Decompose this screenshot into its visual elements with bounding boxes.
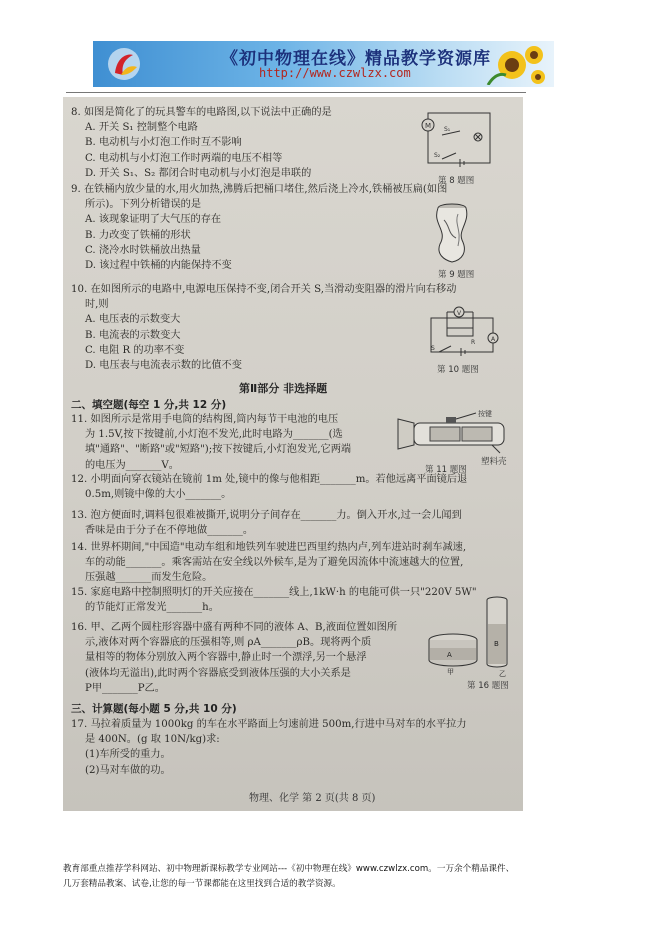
question-17 — [71, 717, 467, 778]
q16-containers-diagram — [425, 594, 515, 678]
question-10 — [71, 282, 456, 373]
q9-option-d: D. 该过程中铁桶的内能保持不变 — [85, 260, 232, 272]
site-footer — [63, 862, 623, 892]
q16-line-5: P甲_______P乙。 — [85, 682, 165, 694]
question-12 — [71, 472, 467, 502]
exam-page-photo — [63, 97, 523, 811]
q11-flashlight-diagram — [396, 409, 510, 457]
q10-stem-line-2: 时,则 — [85, 299, 109, 311]
q8-s1-label: S₁ — [444, 126, 451, 133]
sunflower-icon — [468, 45, 548, 85]
section3-heading: 三、计算题(每小题 5 分,共 10 分) — [71, 703, 237, 715]
q10-option-b: B. 电流表的示数变大 — [85, 329, 181, 341]
q10-switch-label: S — [431, 345, 435, 352]
q16-line-3: 量相等的物体分别放入两个容器中,静止时一个漂浮,另一个悬浮 — [85, 652, 367, 664]
q15-line-1: 15. 家庭电路中控制照明灯的开关应接在_______线上,1kW·h 的电能可供一只"220V 5W" — [71, 587, 477, 598]
q16-line-4: (液体均无溢出),此时两个容器底受到液体压强的大小关系是 — [85, 667, 351, 679]
q17-line-3: (1)车所受的重力。 — [85, 749, 171, 761]
q14-line-3: 压强越_______而发生危险。 — [85, 572, 213, 584]
question-9 — [71, 182, 447, 273]
q10-voltmeter-label: V — [456, 310, 462, 317]
q8-option-a: A. 开关 S₁ 控制整个电路 — [85, 122, 198, 134]
q10-ammeter-label: A — [490, 336, 496, 343]
q11-line-2: 为 1.5V,按下按键前,小灯泡不发光,此时电路为_______(选 — [85, 429, 343, 441]
q8-option-b: B. 电动机与小灯泡工作时互不影响 — [85, 137, 242, 149]
q9-crushed-bucket-image — [428, 200, 478, 266]
q14-line-2: 车的动能_______。乘客需站在安全线以外候车,是为了避免因流体中流速越大的位置, — [85, 557, 464, 569]
q13-line-2: 香味是由于分子在不停地做_______。 — [85, 525, 254, 537]
question-11 — [71, 412, 351, 473]
q8-s2-label: S₂ — [434, 152, 441, 159]
q10-figure-caption: 第 10 题图 — [437, 365, 479, 375]
q12-line-1: 12. 小明面向穿衣镜站在镜前 1m 处,镜中的像与他相距_______m。若他远离平面镜后退 — [71, 474, 468, 485]
q10-stem-line-1: 10. 在如图所示的电路中,电源电压保持不变,闭合开关 S,当滑动变阻器的滑片向右移动 — [71, 284, 457, 295]
q16-liquid-a-label: A — [447, 651, 452, 659]
q17-line-4: (2)马对车做的功。 — [85, 764, 171, 776]
q16-liquid-b-label: B — [494, 640, 499, 648]
question-15 — [71, 585, 477, 615]
footer-line-1: 教育部重点推荐学科网站、初中物理新课标教学专业网站---《初中物理在线》www.czwlzx.com。一万余个精品课件、 — [63, 864, 515, 874]
page-number-footer: 物理、化学 第 2 页(共 8 页) — [249, 793, 376, 804]
question-14 — [71, 540, 466, 586]
question-13 — [71, 508, 462, 538]
q16-yi-label: 乙 — [499, 670, 506, 678]
logo-icon — [107, 47, 141, 81]
question-16 — [71, 620, 397, 696]
q8-motor-label: M — [424, 122, 432, 130]
q9-stem-line-1: 9. 在铁桶内放少量的水,用火加热,沸腾后把桶口堵住,然后浇上冷水,铁桶被压扁(如图 — [71, 184, 448, 195]
q10-option-d: D. 电压表与电流表示数的比值不变 — [85, 360, 242, 372]
q9-option-a: A. 该现象证明了大气压的存在 — [85, 214, 222, 226]
q14-line-1: 14. 世界杯期间,"中国造"电动车组和地铁列车驶进巴西里约热内卢,列车进站时刹车减速, — [71, 542, 467, 553]
q8-option-c: C. 电动机与小灯泡工作时两端的电压不相等 — [85, 152, 283, 164]
footer-line-2: 几万套精品教案、试卷,让您的每一节课都能在这里找到合适的教学资源。 — [63, 879, 341, 889]
q8-figure-caption: 第 8 题图 — [438, 176, 475, 186]
q16-figure-caption: 第 16 题图 — [467, 681, 509, 691]
q8-circuit-diagram — [420, 107, 500, 171]
q16-line-1: 16. 甲、乙两个圆柱形容器中盛有两种不同的液体 A、B,液面位置如图所 — [71, 622, 398, 633]
q10-circuit-diagram — [425, 304, 503, 360]
q8-stem: 8. 如图是简化了的玩具警车的电路图,以下说法中正确的是 — [71, 107, 332, 118]
q11-shell-label: 塑料壳 — [481, 457, 507, 467]
header-banner — [93, 41, 554, 87]
q12-line-2: 0.5m,则镜中像的大小_______。 — [85, 489, 232, 501]
q16-jia-label: 甲 — [447, 668, 454, 676]
q11-line-4: 的电压为_______V。 — [85, 459, 179, 471]
q10-option-c: C. 电阻 R 的功率不变 — [85, 344, 185, 356]
q11-line-3: 填"通路"、"断路"或"短路");按下按键后,小灯泡发光,它两端 — [85, 444, 352, 456]
q9-stem-line-2: 所示)。下列分析错误的是 — [85, 199, 202, 211]
q11-line-1: 11. 如图所示是常用手电筒的结构图,筒内每节干电池的电压 — [71, 414, 339, 425]
q11-button-label: 按键 — [478, 410, 492, 418]
part2-title: 第Ⅱ部分 非选择题 — [239, 382, 328, 395]
q17-line-1: 17. 马拉着质量为 1000kg 的车在水平路面上匀速前进 500m,行进中马对车的水平拉力 — [71, 719, 467, 730]
banner-url[interactable]: http://www.czwlzx.com — [259, 66, 411, 80]
q10-option-a: A. 电压表的示数变大 — [85, 314, 181, 326]
section2-heading: 二、填空题(每空 1 分,共 12 分) — [71, 399, 227, 411]
q13-line-1: 13. 泡方便面时,调料包很难被撕开,说明分子间存在_______力。倒入开水,过一会儿闻到 — [71, 510, 462, 521]
q10-resistor-label: R — [471, 339, 476, 346]
question-8 — [71, 105, 332, 181]
q9-option-c: C. 浇冷水时铁桶放出热量 — [85, 244, 201, 256]
header-rule — [66, 92, 526, 93]
q11-figure-caption: 第 11 题图 — [425, 465, 467, 475]
q17-line-2: 是 400N。(g 取 10N/kg)求: — [85, 734, 220, 746]
q9-figure-caption: 第 9 题图 — [438, 270, 475, 280]
q15-line-2: 的节能灯正常发光_______h。 — [85, 602, 219, 614]
banner-title: 《初中物理在线》精品教学资源库 — [221, 49, 491, 69]
q9-option-b: B. 力改变了铁桶的形状 — [85, 229, 191, 241]
q8-option-d: D. 开关 S₁、S₂ 都闭合时电动机与小灯泡是串联的 — [85, 167, 312, 179]
q16-line-2: 示,液体对两个容器底的压强相等,则 ρA_______ρB。现将两个质 — [85, 637, 372, 649]
